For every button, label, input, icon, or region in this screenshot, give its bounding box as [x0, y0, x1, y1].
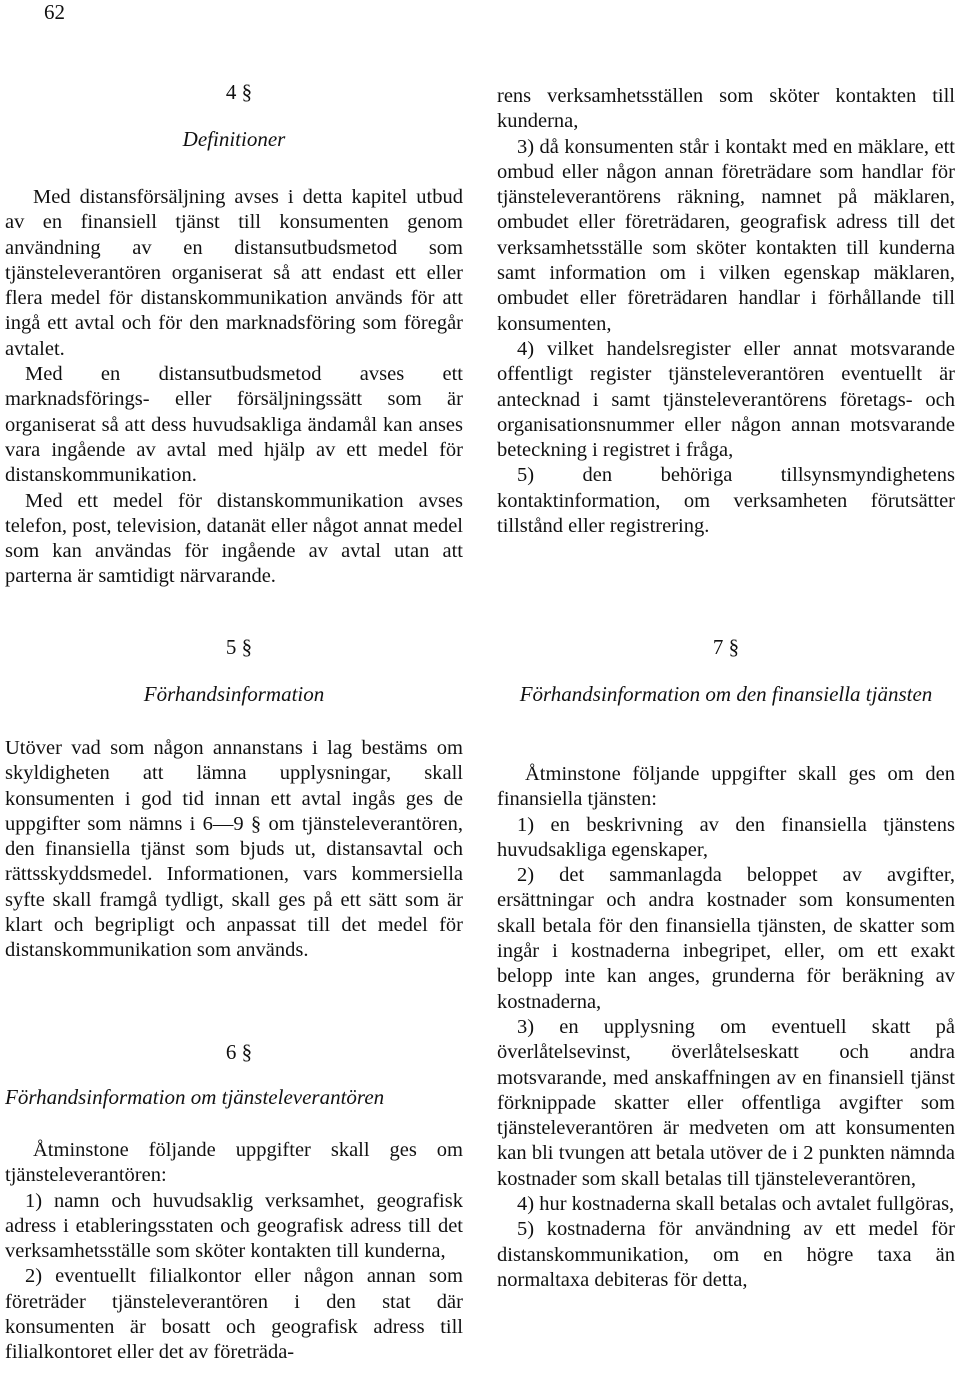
- section-5-body: [5, 736, 463, 964]
- section-title: Förhandsinformation: [143, 682, 325, 706]
- intro-paragraph: Åtminstone följande uppgifter skall ges om tjänsteleverantören:: [5, 1139, 463, 1187]
- paragraph: Med en distansutbudsmetod avses ett marknadsförings- eller försäljningssätt som är organiserat så att dess huvudsakliga ändamål kan anses vara ingående av avtal med hjälp av ett medel för distanskommunikation.: [5, 363, 463, 487]
- list-item: 1) en beskrivning av den finansiella tjänstens huvudsakliga egenskaper,: [497, 813, 955, 861]
- intro-paragraph: Åtminstone följande uppgifter skall ges om den finansiella tjänsten:: [497, 763, 955, 811]
- section-title: Förhandsinformation om tjänsteleverantören: [5, 1085, 385, 1109]
- section-heading: 7 §: [712, 635, 740, 659]
- paragraph: Utöver vad som någon annanstans i lag bestäms om skyldigheten att lämna upplysningar, skall konsumenten i god tid innan ett avtal ingås ges de uppgifter som nämns i 6—9 § om tjänsteleverantören, den finansiella tjänst som bjuds ut, distansavtal och rättsskyddsmedel. Informationen, vars kommersiella syfte skall framgå tydligt, skall ges på ett sätt som är klart och begripligt och anpassat till det medel för distanskommunikation som används.: [5, 737, 463, 962]
- section-heading: 4 §: [225, 80, 253, 104]
- section-6-continuation: [497, 84, 955, 539]
- list-item: 1) namn och huvudsaklig verksamhet, geografisk adress i etableringsstaten och geografisk adress till det verksamhetsställe som sköter kontakten till kunderna,: [5, 1189, 463, 1263]
- list-item: 5) den behöriga tillsynsmyndighetens kontaktinformation, om verksamheten förutsätter tillstånd eller registrering.: [497, 464, 955, 538]
- section-6-body: [5, 1138, 463, 1366]
- paragraph: Med distansförsäljning avses i detta kapitel utbud av en finansiell tjänst till konsumenten genom användning av en distansutbudsmetod som tjänsteleverantören organiserat så att endast ett eller flera medel för distanskommunikation används för att ingå ett avtal och för den marknadsföring som föregår avtalet.: [5, 186, 463, 360]
- page-number: 62: [44, 0, 65, 24]
- section-heading: 6 §: [225, 1040, 253, 1064]
- section-7-body: [497, 762, 955, 1293]
- paragraph: rens verksamhetsställen som sköter kontakten till kunderna,: [497, 85, 955, 133]
- list-item: 4) vilket handelsregister eller annat motsvarande offentligt register tjänsteleverantören eventuellt är antecknad i samt tjänsteleverantörens företags- och organisationsnummer eller någon annan motsvarande beteckning i registret i fråga,: [497, 337, 955, 462]
- list-item: 4) hur kostnaderna skall betalas och avtalet fullgöras,: [517, 1193, 955, 1216]
- list-item: 2) det sammanlagda beloppet av avgifter, ersättningar och andra kostnader som konsumenten skall betala för den finansiella tjänsten, de skatter som ingår i kostnaderna inbegripet, eller, om ett exakt belopp inte kan anges, grunderna för beräkning av kostnaderna,: [497, 864, 955, 1013]
- list-item: 2) eventuellt filialkontor eller någon annan som företräder tjänsteleverantören i den stat där konsumenten är bosatt och geografisk adress till filialkontoret eller det av företräda-: [5, 1265, 463, 1364]
- section-4: [5, 80, 463, 152]
- section-6: [5, 1040, 463, 1110]
- section-title: Förhandsinformation om den finansiella tjänsten: [519, 682, 933, 706]
- section-7: [497, 635, 955, 707]
- section-4-body: [5, 185, 463, 590]
- section-heading: 5 §: [225, 635, 253, 659]
- section-title: Definitioner: [182, 127, 286, 151]
- list-item: 5) kostnaderna för användning av ett medel för distanskommunikation, om en högre taxa än normaltaxa debiteras för detta,: [497, 1218, 955, 1291]
- section-5: [5, 635, 463, 707]
- list-item: 3) då konsumenten står i kontakt med en mäklare, ett ombud eller någon annan företrädare som handlar för tjänsteleverantörens räkning, namnet på mäklaren, ombudet eller företrädaren, geografisk adress till det verksamhetsställe som sköter kontakten till kunderna samt information om i vilken egenskap mäklaren, ombudet eller företrädaren handlar i förhållande till konsumenten,: [497, 135, 955, 335]
- paragraph: Med ett medel för distanskommunikation avses telefon, post, television, datanät eller något annat medel som kan användas för ingående av avtal utan att parterna är samtidigt närvarande.: [5, 489, 463, 588]
- list-item: 3) en upplysning om eventuell skatt på överlåtelsevinst, överlåtelseskatt och andra motsvarande, med anskaffningen av en finansiell tjänst förknippade skatter eller offentliga avgifter som tjänsteleverantören är medveten om att konsumenten kan bli tvungen att betala utöver de i 2 punkten nämnda kostnader som skall betalas till tjänsteleverantören,: [497, 1015, 955, 1190]
